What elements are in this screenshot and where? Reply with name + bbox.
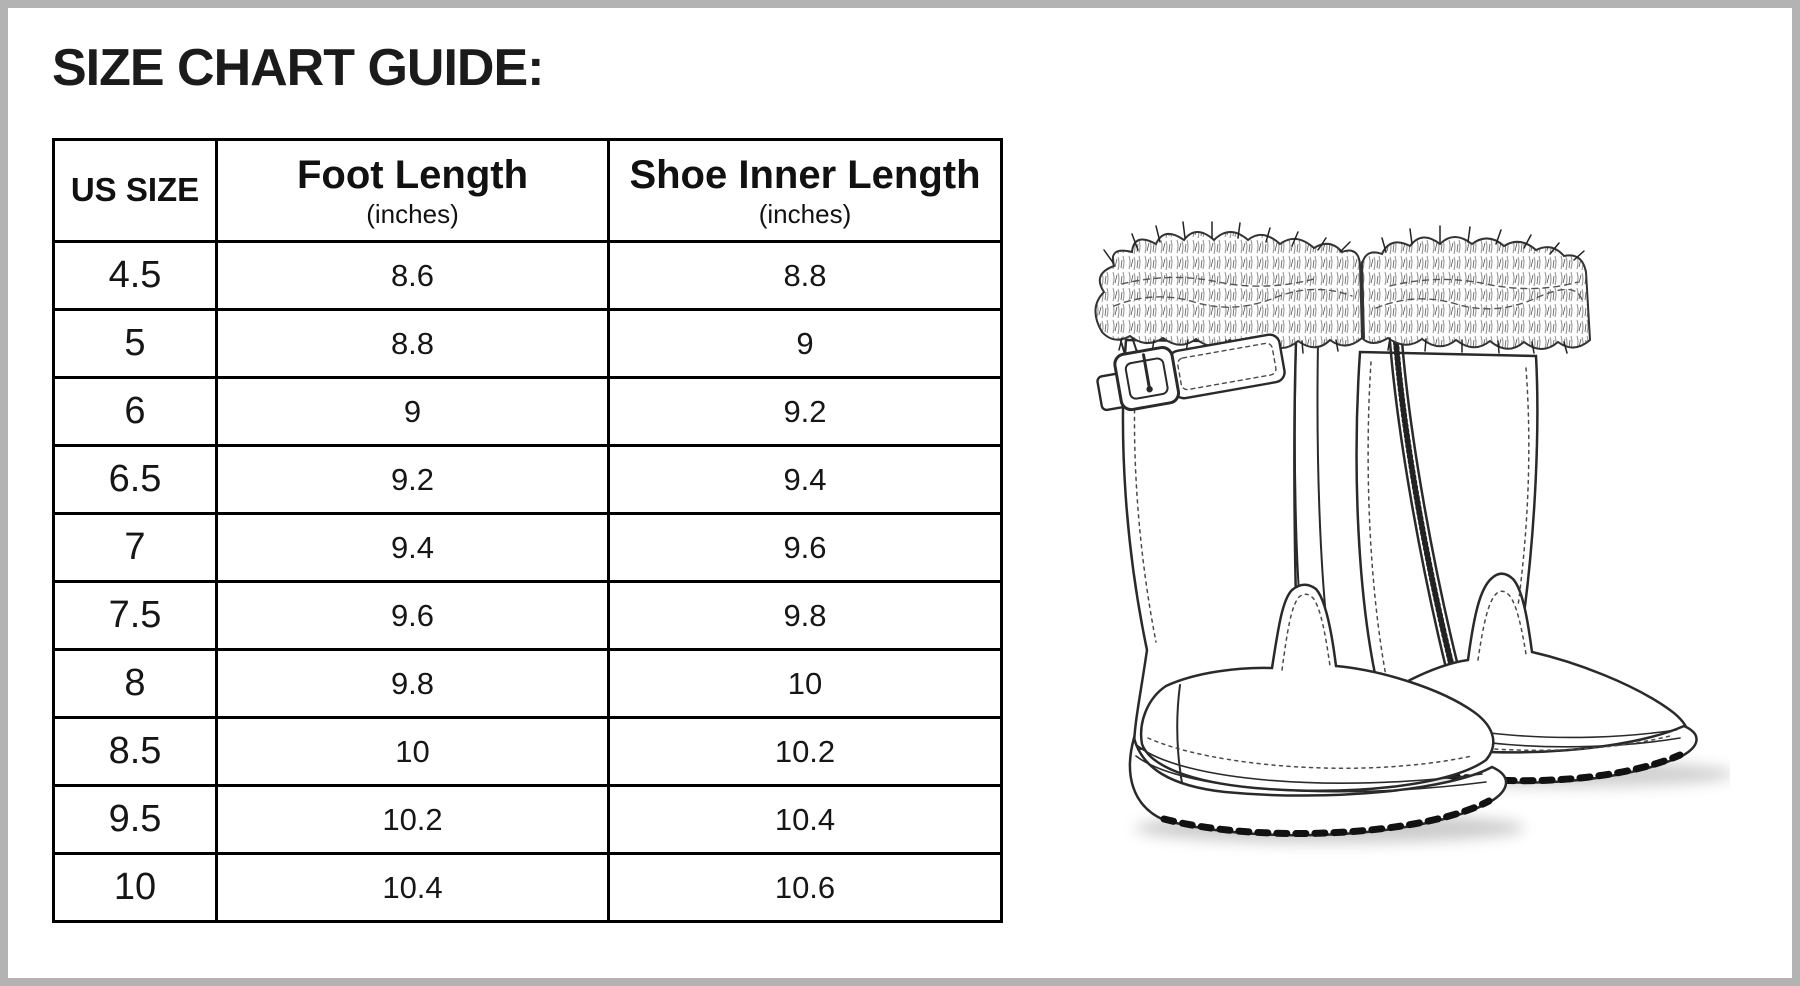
foot-length-cell: 8.6 [217,242,609,310]
column-label: Shoe Inner Length [629,152,981,197]
us-size-cell: 8.5 [54,718,217,786]
column-header-foot-length [217,140,609,242]
column-header-shoe-inner-length [609,140,1002,242]
foot-length-cell: 10.2 [217,786,609,854]
inner-length-cell: 10.4 [609,786,1002,854]
header-row [54,140,1002,242]
foot-length-cell: 9 [217,378,609,446]
us-size-cell: 4.5 [54,242,217,310]
us-size-cell: 8 [54,650,217,718]
inner-length-cell: 10.2 [609,718,1002,786]
inner-length-cell: 9.4 [609,446,1002,514]
inner-length-cell: 10.6 [609,854,1002,922]
us-size-cell: 6 [54,378,217,446]
column-label: Foot Length [296,152,529,197]
table-row [54,854,1002,922]
inner-length-cell: 9.6 [609,514,1002,582]
foot-length-cell: 9.2 [217,446,609,514]
column-sublabel: (inches) [366,198,459,229]
us-size-cell: 7 [54,514,217,582]
size-chart-table [52,138,1003,923]
foot-length-cell: 9.8 [217,650,609,718]
table-row [54,718,1002,786]
boots-illustration [1030,190,1730,890]
table-row [54,310,1002,378]
us-size-cell: 7.5 [54,582,217,650]
foot-length-cell: 10 [217,718,609,786]
foot-length-cell: 8.8 [217,310,609,378]
table-row [54,514,1002,582]
boots-illustration-svg [1030,190,1730,890]
inner-length-cell: 9.2 [609,378,1002,446]
us-size-cell: 9.5 [54,786,217,854]
fur-trim [1095,222,1590,353]
us-size-cell: 10 [54,854,217,922]
table-row [54,650,1002,718]
page-title: SIZE CHART GUIDE: [52,39,544,97]
us-size-cell: 6.5 [54,446,217,514]
table-row [54,378,1002,446]
inner-length-cell: 9.8 [609,582,1002,650]
table-row [54,446,1002,514]
foot-length-cell: 9.6 [217,582,609,650]
inner-length-cell: 8.8 [609,242,1002,310]
column-label: US SIZE [70,171,200,209]
table-row [54,242,1002,310]
inner-length-cell: 10 [609,650,1002,718]
us-size-cell: 5 [54,310,217,378]
column-header-us-size [54,140,217,242]
column-sublabel: (inches) [758,198,852,229]
table-row [54,582,1002,650]
foot-length-cell: 10.4 [217,854,609,922]
inner-length-cell: 9 [609,310,1002,378]
foot-length-cell: 9.4 [217,514,609,582]
table-row [54,786,1002,854]
